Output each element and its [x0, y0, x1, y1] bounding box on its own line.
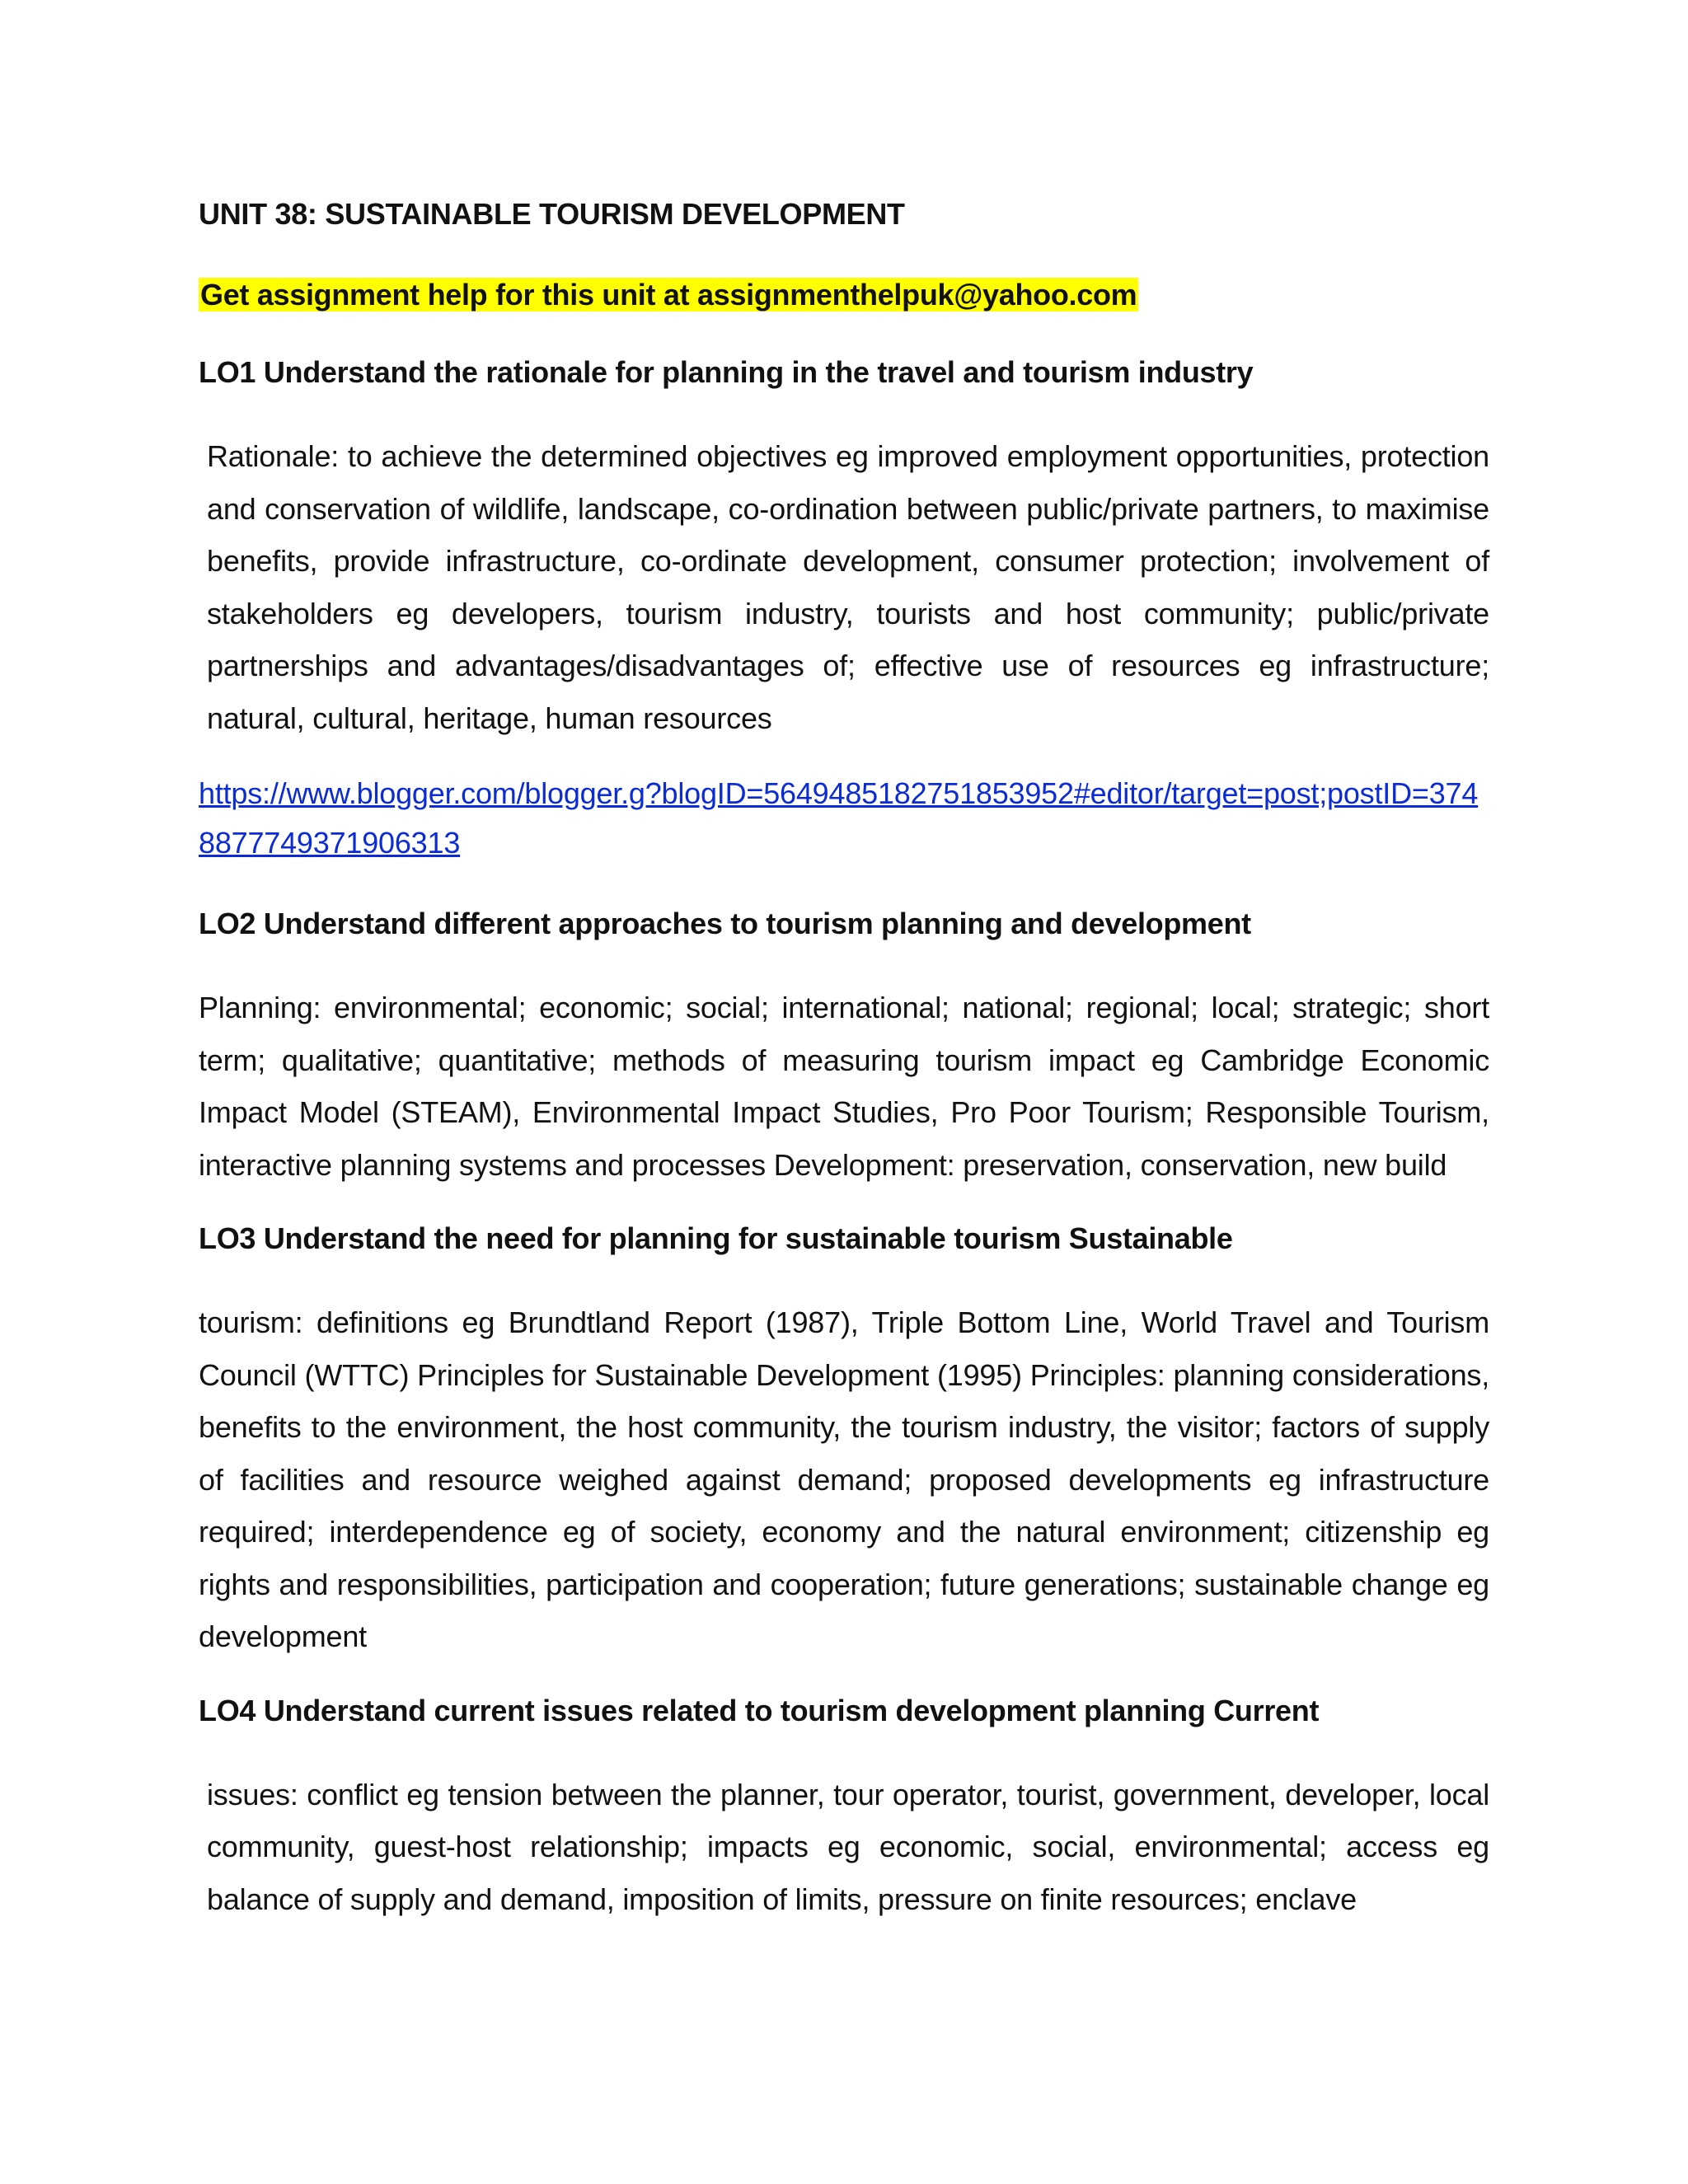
lo3-heading: LO3 Understand the need for planning for sustainable tourism Sustainable	[199, 1221, 1233, 1255]
lo2-paragraph: Planning: environmental; economic; social; international; national; regional; local; strategic; short term; qualitative; quantitative; methods of measuring tourism impact eg Cambridge Economic Impact Model (STEAM), Environmental Impact Studies, Pro Poor Tourism; Responsible Tourism, interactive planning systems and processes Development: preservation, conservation, new build	[199, 991, 1489, 1182]
blogger-link[interactable]: https://www.blogger.com/blogger.g?blogID=5649485182751853952#editor/target=post;postID=3748877749371906313	[199, 776, 1479, 860]
unit-title: UNIT 38: SUSTAINABLE TOURISM DEVELOPMENT	[199, 197, 905, 231]
lo4-paragraph: issues: conflict eg tension between the planner, tour operator, tourist, government, developer, local community, guest-host relationship; impacts eg economic, social, environmental; access eg balance of supply and demand, imposition of limits, pressure on finite resources; enclave	[207, 1777, 1489, 1916]
lo3-paragraph: tourism: definitions eg Brundtland Report (1987), Triple Bottom Line, World Travel and Tourism Council (WTTC) Principles for Sustainable Development (1995) Principles: planning considerations, benefits to the environment, the host community, the tourism industry, the visitor; factors of supply of facilities and resource weighed against demand; proposed developments eg infrastructure required; interdependence eg of society, economy and the natural environment; citizenship eg rights and responsibilities, participation and cooperation; future generations; sustainable change eg development	[199, 1305, 1489, 1653]
lo1-heading: LO1 Understand the rationale for planning in the travel and tourism industry	[199, 355, 1254, 389]
highlighted-text: Get assignment help for this unit at assignmenthelpuk@yahoo.com	[200, 278, 1137, 312]
document-body	[199, 191, 1489, 1950]
lo4-heading: LO4 Understand current issues related to tourism development planning Current	[199, 1693, 1320, 1727]
lo2-heading: LO2 Understand different approaches to tourism planning and development	[199, 907, 1251, 940]
lo1-paragraph: Rationale: to achieve the determined objectives eg improved employment opportunities, protection and conservation of wildlife, landscape, co-ordination between public/private partners, to maximise benefits, provide infrastructure, co-ordinate development, consumer protection; involvement of stakeholders eg developers, tourism industry, tourists and host community; public/private partnerships and advantages/disadvantages of; effective use of resources eg infrastructure; natural, cultural, heritage, human resources	[207, 439, 1489, 735]
assignment-help-note	[199, 272, 1489, 318]
